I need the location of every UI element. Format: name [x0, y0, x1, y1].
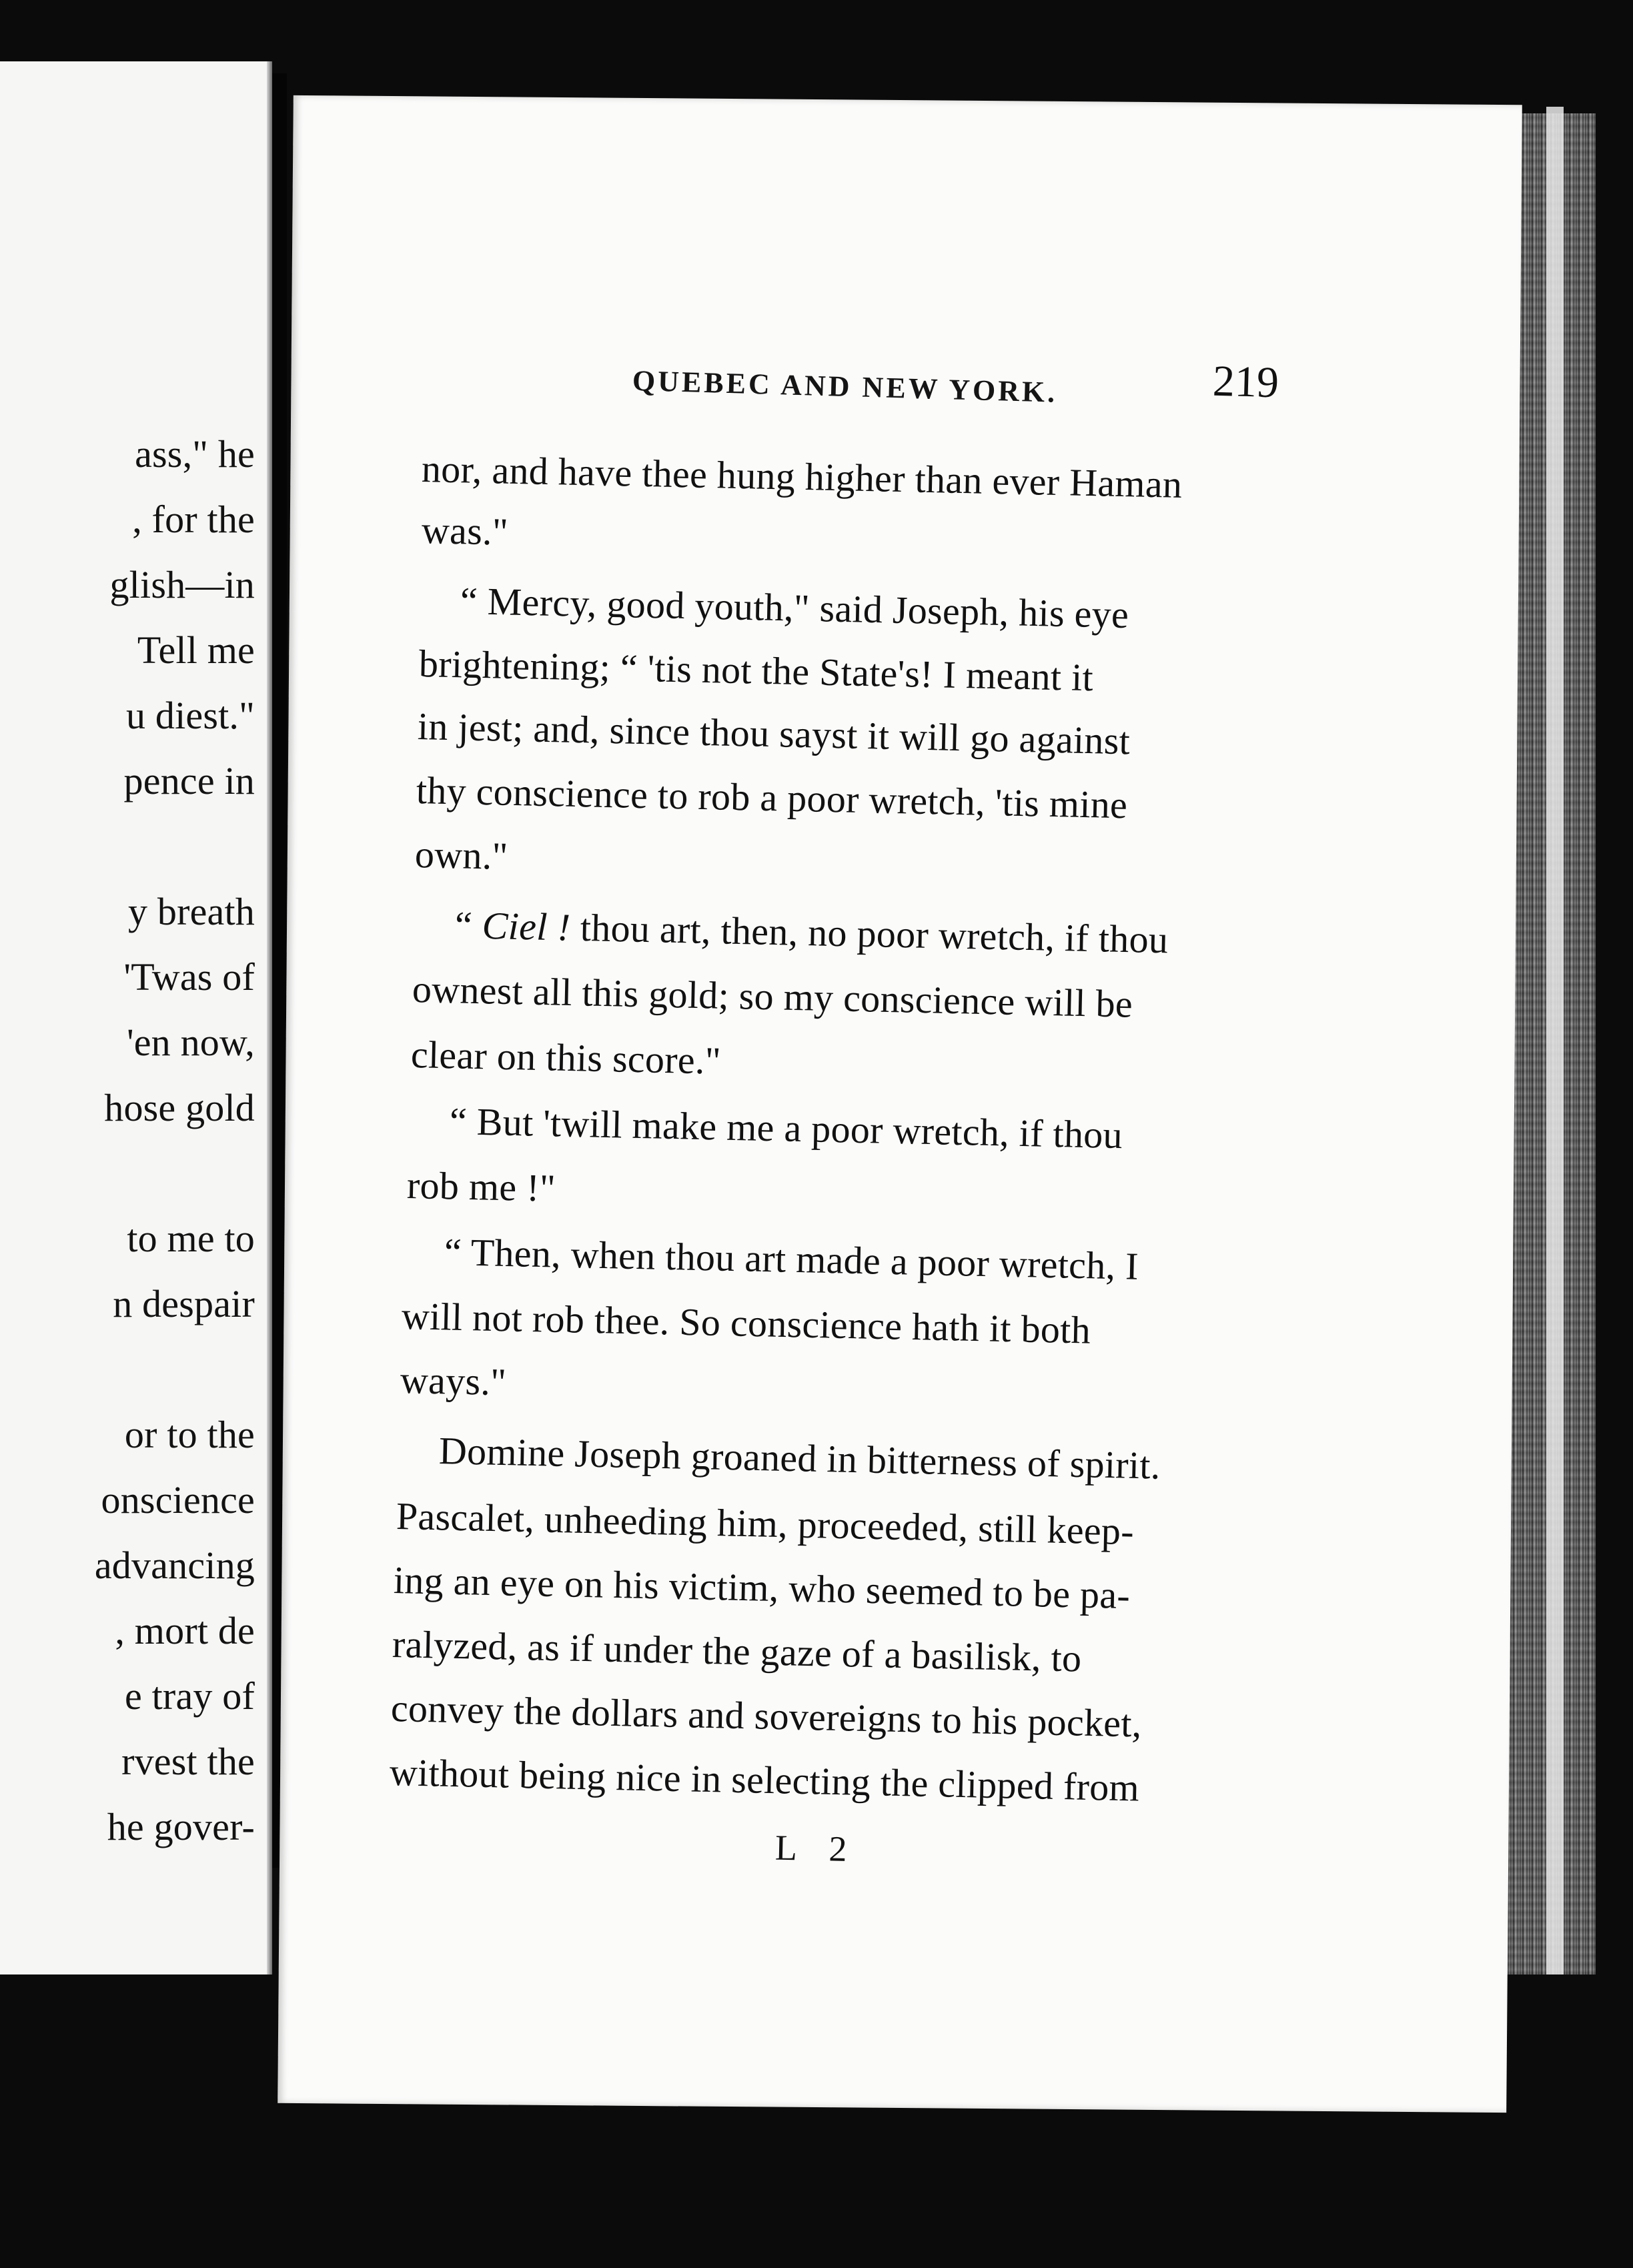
left-page-line: pence in: [123, 759, 255, 802]
left-page-line: onscience: [101, 1478, 255, 1522]
page-edge-highlight: [1546, 107, 1564, 1974]
left-page-line: , mort de: [115, 1609, 255, 1652]
left-page-line: he gover-: [107, 1805, 255, 1848]
body-line: brightening; “ 'tis not the State's! I meant it: [418, 642, 1094, 700]
left-page-line: , for the: [132, 498, 255, 541]
left-page-line: e tray of: [124, 1674, 255, 1718]
body-line: “ Mercy, good youth," said Joseph, his eye: [460, 579, 1129, 636]
body-line: without being nice in selecting the clipped from: [389, 1750, 1140, 1810]
left-page-line: or to the: [124, 1413, 255, 1456]
body-line: rob me !": [406, 1163, 556, 1210]
left-page-line: to me to: [127, 1217, 255, 1260]
left-page-line: advancing: [94, 1544, 255, 1587]
left-page-line: ass," he: [135, 432, 255, 476]
left-page-line: glish—in: [109, 563, 255, 606]
body-line: Domine Joseph groaned in bitterness of spirit.: [438, 1429, 1161, 1488]
left-page-line: y breath: [127, 890, 255, 933]
body-line: thy conscience to rob a poor wretch, 'tis mine: [416, 768, 1128, 827]
body-line: clear on this score.": [410, 1033, 722, 1083]
body-line: ownest all this gold; so my conscience will be: [412, 967, 1133, 1026]
left-page-line: Tell me: [137, 628, 255, 672]
left-page-line: 'Twas of: [123, 955, 255, 999]
body-line: in jest; and, since thou sayst it will go against: [417, 704, 1131, 763]
page-number: 219: [1212, 356, 1280, 408]
body-line: Pascalet, unheeding him, proceeded, still keep-: [396, 1494, 1135, 1554]
left-page-line: u diest.": [125, 694, 255, 737]
left-page-spine-edge: [267, 61, 272, 1974]
body-line: ralyzed, as if under the gaze of a basilisk, to: [392, 1622, 1083, 1680]
body-line: was.": [421, 508, 509, 554]
body-line: ing an eye on his victim, who seemed to be pa-: [393, 1558, 1131, 1618]
left-page-line: rvest the: [121, 1740, 255, 1783]
body-line: convey the dollars and sovereigns to his pocket,: [390, 1686, 1143, 1746]
left-page-line: n despair: [113, 1282, 255, 1325]
body-line: ways.": [400, 1358, 507, 1404]
signature-mark: L 2: [774, 1827, 860, 1870]
body-line: “ Ciel ! thou art, then, no poor wretch, if thou: [454, 903, 1169, 962]
running-head: QUEBEC AND NEW YORK.: [632, 364, 1058, 409]
body-line: “ Then, when thou art made a poor wretch, I: [444, 1230, 1139, 1288]
body-line: nor, and have thee hung higher than ever Haman: [421, 447, 1183, 506]
body-line: will not rob thee. So conscience hath it both: [401, 1294, 1091, 1352]
left-page-fragment: [0, 61, 272, 1974]
left-page-line: hose gold: [104, 1086, 255, 1129]
left-page-line: 'en now,: [127, 1021, 255, 1064]
body-line: “ But 'twill make me a poor wretch, if thou: [449, 1099, 1123, 1157]
body-line: own.": [414, 832, 509, 878]
